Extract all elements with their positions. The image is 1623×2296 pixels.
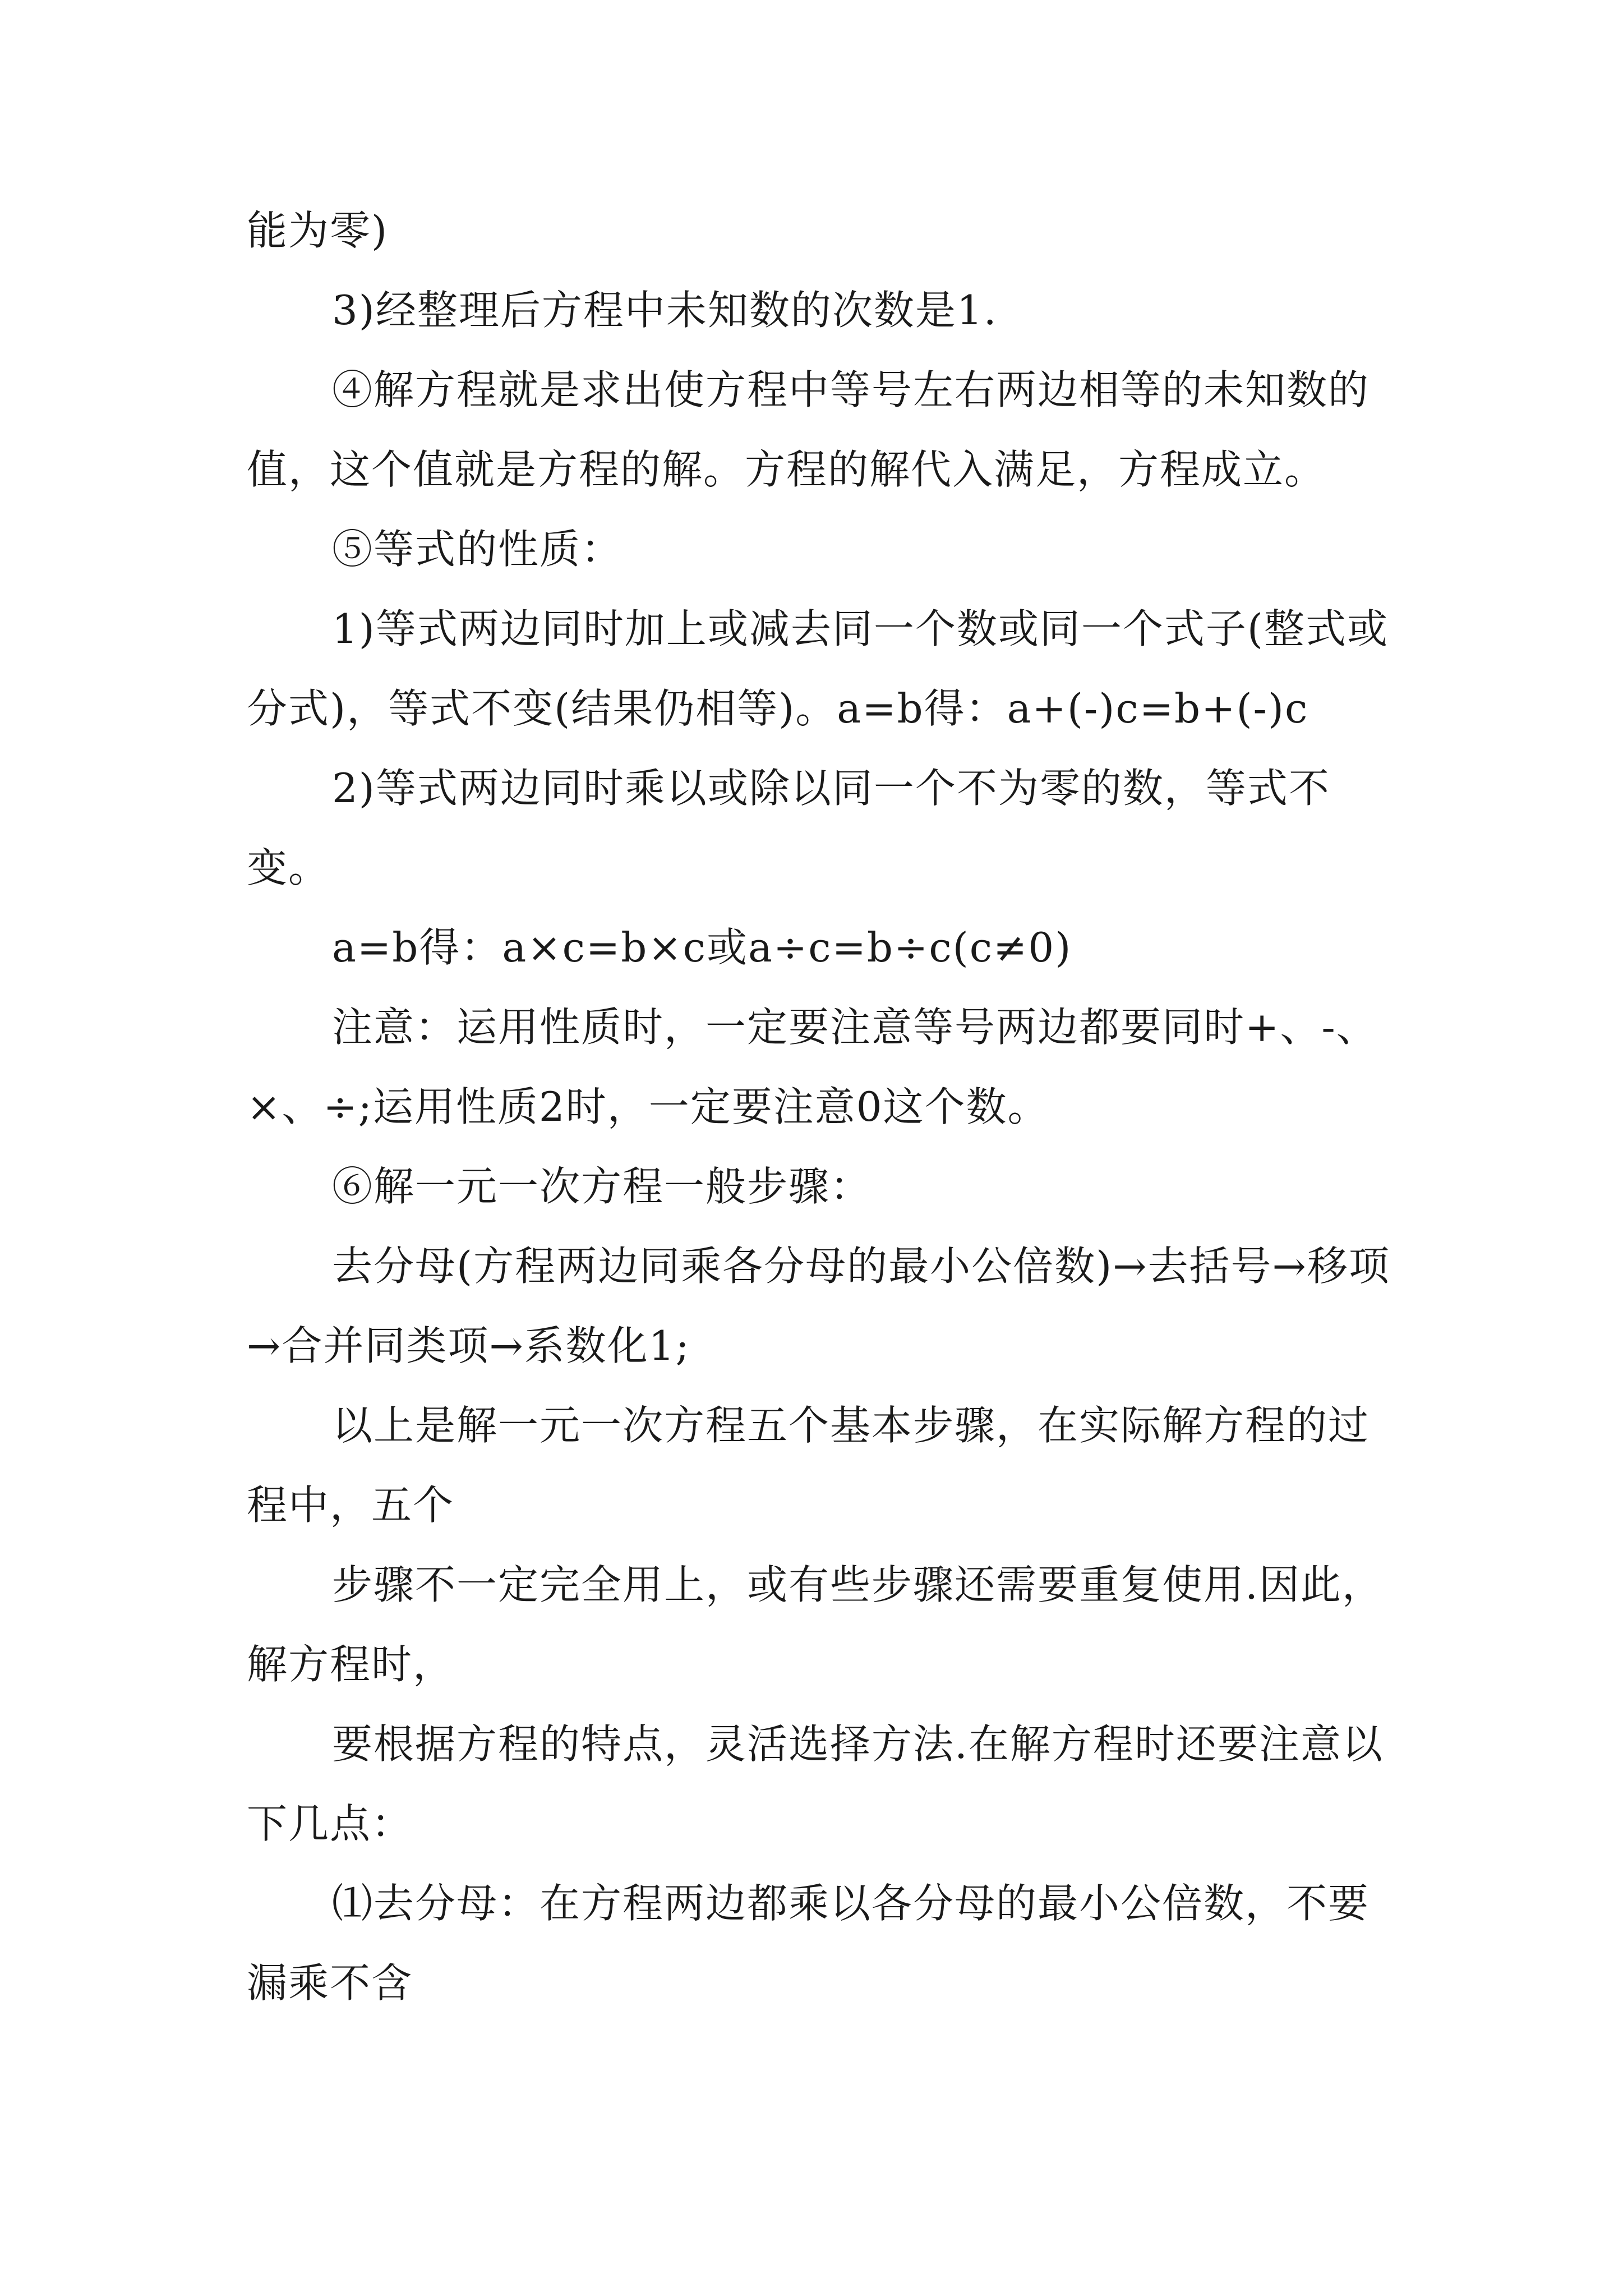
paragraph-continuation: 能为零) xyxy=(247,207,389,254)
paragraph-steps-flexibility: 要根据方程的特点，灵活选择方法.在解方程时还要注意以下几点： xyxy=(247,1720,1384,1847)
paragraph-steps-summary: 以上是解一元一次方程五个基本步骤，在实际解方程的过程中，五个 xyxy=(247,1402,1370,1529)
paragraph-solve-definition: ④解方程就是求出使方程中等号左右两边相等的未知数的值，这个值就是方程的解。方程的解代入满足，方程成立。 xyxy=(247,366,1370,493)
paragraph-item-3: 3)经整理后方程中未知数的次数是1. xyxy=(332,287,998,334)
paragraph-property-2: 2)等式两边同时乘以或除以同一个不为零的数，等式不变。 xyxy=(247,765,1330,891)
paragraph-property-2-formula: a=b得：a×c=b×c或a÷c=b÷c(c≠0) xyxy=(332,924,1072,971)
paragraph-note: 注意：运用性质时，一定要注意等号两边都要同时+、-、×、÷;运用性质2时，一定要注意0这个数。 xyxy=(247,1004,1378,1130)
paragraph-equality-properties-heading: ⑤等式的性质： xyxy=(332,526,623,573)
paragraph-steps-list: 去分母(方程两边同乘各分母的最小公倍数)→去括号→移项→合并同类项→系数化1; xyxy=(247,1243,1390,1369)
paragraph-steps-usage: 步骤不一定完全用上，或有些步骤还需要重复使用.因此，解方程时， xyxy=(247,1561,1384,1688)
paragraph-denominator-removal: ⑴去分母：在方程两边都乘以各分母的最小公倍数，不要漏乘不含 xyxy=(247,1880,1370,2007)
document-body xyxy=(247,191,1391,2023)
paragraph-steps-heading: ⑥解一元一次方程一般步骤： xyxy=(332,1163,872,1210)
paragraph-property-1: 1)等式两边同时加上或减去同一个数或同一个式子(整式或分式)，等式不变(结果仍相等)。a=b得：a+(-)c=b+(-)c xyxy=(247,605,1389,732)
